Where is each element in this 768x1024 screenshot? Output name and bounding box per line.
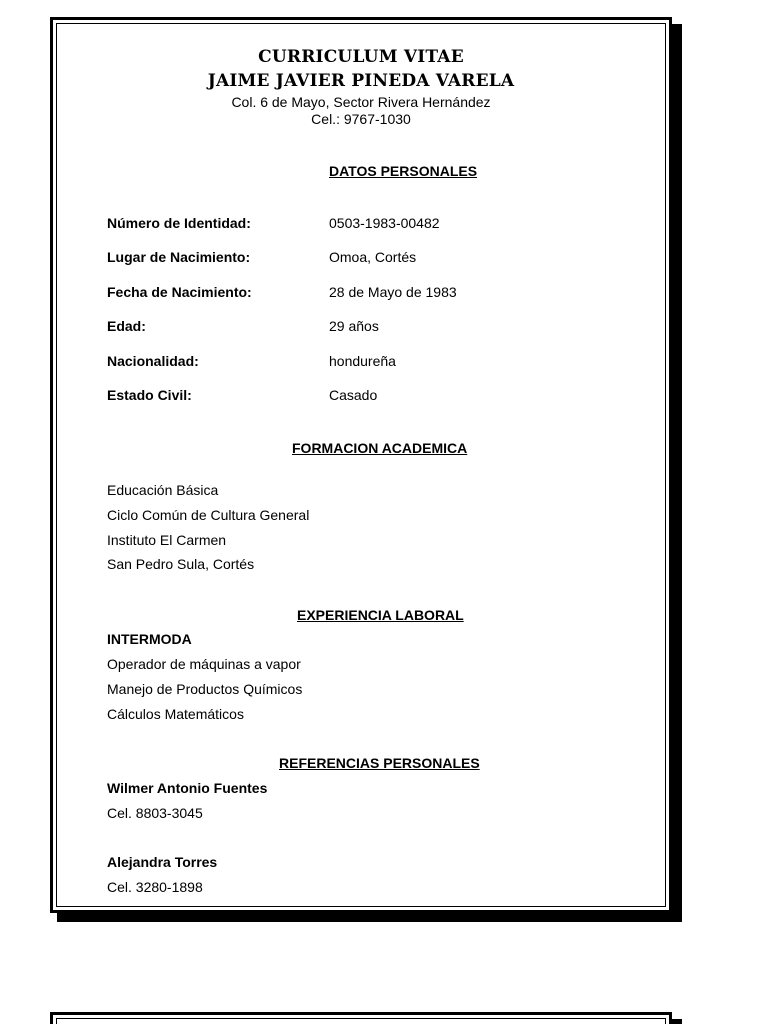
personal-label: Número de Identidad: — [107, 215, 251, 231]
personal-value: 29 años — [329, 318, 379, 334]
section-heading-personal: DATOS PERSONALES — [329, 163, 478, 179]
page-content — [53, 20, 669, 910]
document-title: CURRICULUM VITAE — [258, 47, 464, 67]
education-line: Instituto El Carmen — [107, 532, 227, 548]
personal-label: Estado Civil: — [107, 387, 192, 403]
education-line: Ciclo Común de Cultura General — [107, 507, 310, 523]
personal-label: Fecha de Nacimiento: — [107, 284, 252, 300]
candidate-address: Col. 6 de Mayo, Sector Rivera Hernández — [231, 94, 491, 110]
experience-company: INTERMODA — [107, 631, 192, 647]
personal-value: 0503-1983-00482 — [329, 215, 440, 231]
document-page — [50, 17, 672, 913]
reference-phone: Cel. 8803-3045 — [107, 805, 203, 821]
candidate-name: JAIME JAVIER PINEDA VARELA — [207, 71, 515, 91]
personal-value: Casado — [329, 387, 378, 403]
experience-line: Operador de máquinas a vapor — [107, 656, 301, 672]
document-page-next — [50, 1012, 672, 1024]
reference-phone: Cel. 3280-1898 — [107, 879, 203, 895]
personal-label: Edad: — [107, 318, 146, 334]
personal-label: Lugar de Nacimiento: — [107, 249, 251, 265]
experience-line: Cálculos Matemáticos — [107, 706, 244, 722]
page-inner-border — [56, 1018, 666, 1024]
reference-name: Alejandra Torres — [107, 854, 218, 870]
section-heading-references: REFERENCIAS PERSONALES — [279, 755, 480, 771]
section-heading-experience: EXPERIENCIA LABORAL — [297, 607, 464, 623]
personal-value: 28 de Mayo de 1983 — [329, 284, 457, 300]
personal-value: Omoa, Cortés — [329, 249, 417, 265]
education-line: Educación Básica — [107, 482, 219, 498]
education-line: San Pedro Sula, Cortés — [107, 556, 255, 572]
reference-name: Wilmer Antonio Fuentes — [107, 780, 268, 796]
section-heading-education: FORMACION ACADEMICA — [292, 440, 468, 456]
experience-line: Manejo de Productos Químicos — [107, 681, 303, 697]
personal-label: Nacionalidad: — [107, 353, 199, 369]
candidate-phone: Cel.: 9767-1030 — [311, 111, 411, 127]
personal-value: hondureña — [329, 353, 396, 369]
